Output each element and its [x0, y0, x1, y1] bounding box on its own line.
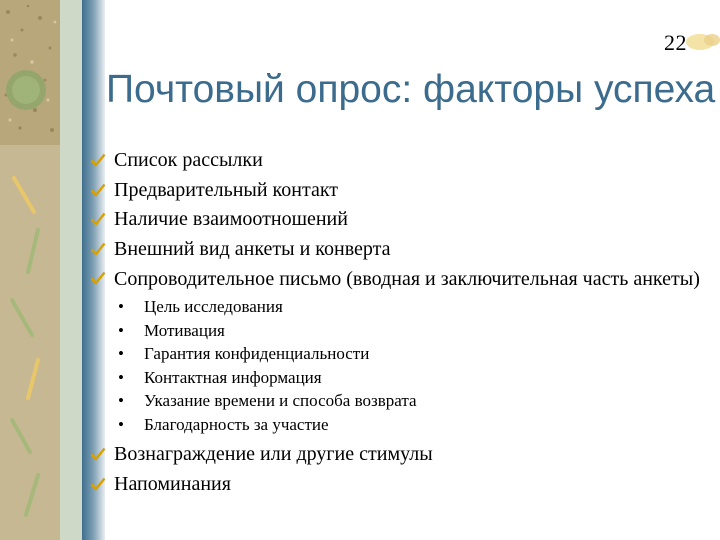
list-item-text: Сопроводительное письмо (вводная и заключительная часть анкеты)	[114, 268, 700, 290]
checkmark-icon	[90, 446, 106, 462]
bullet-icon: •	[118, 297, 124, 316]
list-item-text: Вознаграждение или другие стимулы	[114, 443, 433, 465]
list-item	[90, 146, 702, 176]
slide-title: Почтовый опрос: факторы успеха	[106, 68, 716, 111]
bullet-icon: •	[118, 414, 124, 434]
list-item-text: Предварительный контакт	[114, 178, 339, 201]
sub-list-item-text: Цель исследования	[144, 297, 283, 316]
list-item-text: Список рассылки	[114, 149, 263, 171]
list-item-text: Внешний вид анкеты и конверта	[114, 237, 391, 260]
bullet-icon: •	[118, 367, 124, 387]
list-item	[90, 176, 702, 206]
sub-list-item-text: Контактная информация	[144, 367, 322, 387]
sub-list-item	[90, 295, 702, 319]
list-item-text: Наличие взаимоотношений	[114, 208, 348, 230]
list-item	[90, 470, 702, 500]
checkmark-icon	[90, 211, 106, 227]
checkmark-icon	[90, 152, 106, 168]
sub-list-item	[90, 319, 702, 343]
bullet-list	[90, 146, 702, 499]
sub-list-item-text: Указание времени и способа возврата	[144, 391, 417, 410]
sub-list-item	[90, 389, 702, 413]
checkmark-icon	[90, 476, 106, 492]
sub-bullet-list	[90, 295, 702, 436]
sub-list-item	[90, 342, 702, 366]
bullet-icon: •	[118, 344, 124, 363]
slide-number: 22	[664, 30, 687, 55]
list-item	[90, 205, 702, 235]
bullet-icon: •	[118, 391, 124, 410]
checkmark-icon	[90, 182, 106, 198]
list-item	[90, 235, 702, 265]
bullet-icon: •	[118, 320, 124, 340]
list-item-text: Напоминания	[114, 472, 231, 495]
sub-list-item	[90, 413, 702, 437]
checkmark-icon	[90, 241, 106, 257]
list-item	[90, 440, 702, 470]
sub-list-item-text: Мотивация	[144, 320, 225, 340]
sub-list-item-text: Благодарность за участие	[144, 414, 329, 434]
sub-list-item	[90, 366, 702, 390]
list-item	[90, 264, 702, 295]
checkmark-icon	[90, 270, 106, 286]
sub-list-item-text: Гарантия конфиденциальности	[144, 344, 370, 363]
